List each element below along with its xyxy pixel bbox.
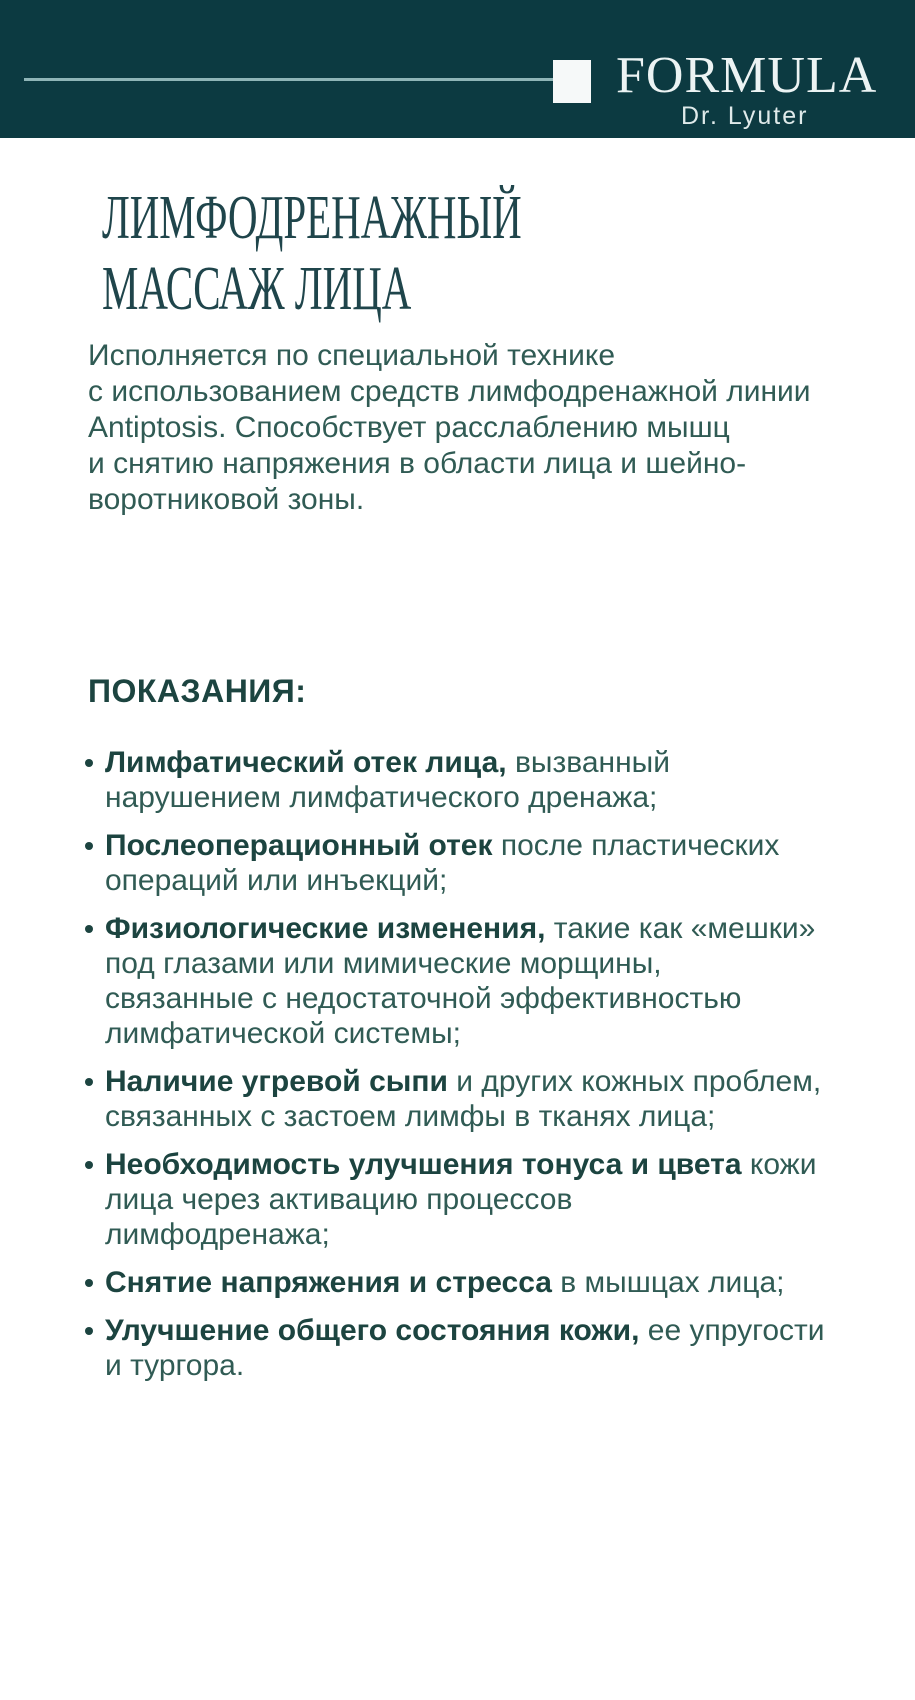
brand-subtitle: Dr. Lyuter <box>681 102 809 130</box>
indications-list <box>85 745 895 1396</box>
brand-logo: FORMULA <box>616 47 878 104</box>
bullet-line <box>105 1182 895 1217</box>
intro-paragraph <box>88 338 888 518</box>
brand-header <box>0 0 915 138</box>
bullet-description: ее упругости <box>639 1314 825 1347</box>
bullet-line <box>105 1348 895 1383</box>
bullet-line <box>105 1265 895 1300</box>
bullet-line <box>105 1217 895 1252</box>
bullet-line <box>105 1313 895 1348</box>
bullet-dot-icon <box>85 1327 93 1335</box>
list-item <box>85 1147 895 1252</box>
bullet-term: Послеоперационный отек <box>105 829 493 862</box>
bullet-dot-icon <box>85 1279 93 1287</box>
bullet-description: лица через активацию процессов <box>105 1183 573 1216</box>
bullet-term: Снятие напряжения и стресса <box>105 1266 552 1299</box>
bullet-line <box>105 1016 895 1051</box>
list-item <box>85 911 895 1051</box>
page-title-line-2: МАССАЖ ЛИЦА <box>102 255 412 323</box>
list-item <box>85 828 895 898</box>
bullet-description: после пластических <box>492 829 780 862</box>
page-title <box>102 183 522 325</box>
indications-heading: ПОКАЗАНИЯ: <box>88 673 307 709</box>
bullet-description: такие как «мешки» <box>545 912 816 945</box>
bullet-dot-icon <box>85 1161 93 1169</box>
brand-square-icon <box>553 60 591 103</box>
intro-line: с использованием средств лимфодренажной линии <box>88 375 811 408</box>
bullet-description: операций или инъекций; <box>105 864 448 897</box>
list-item <box>85 1313 895 1383</box>
bullet-line <box>105 1064 895 1099</box>
bullet-term: Необходимость улучшения тонуса и цвета <box>105 1148 742 1181</box>
list-item <box>85 1064 895 1134</box>
bullet-line <box>105 911 895 946</box>
bullet-description: и тургора. <box>105 1349 245 1382</box>
bullet-description: связанных с застоем лимфы в тканях лица; <box>105 1100 716 1133</box>
bullet-line <box>105 1147 895 1182</box>
bullet-line <box>105 981 895 1016</box>
bullet-description: связанные с недостаточной эффективностью <box>105 982 742 1015</box>
bullet-description: лимфодренажа; <box>105 1218 330 1251</box>
bullet-description: вызванный <box>506 746 670 779</box>
bullet-dot-icon <box>85 1078 93 1086</box>
header-rule-line <box>24 78 554 81</box>
bullet-description: под глазами или мимические морщины, <box>105 947 662 980</box>
bullet-line <box>105 780 895 815</box>
bullet-line <box>105 946 895 981</box>
bullet-line <box>105 828 895 863</box>
bullet-description: и других кожных проблем, <box>447 1065 822 1098</box>
bullet-dot-icon <box>85 759 93 767</box>
list-item <box>85 745 895 815</box>
bullet-description: в мышцах лица; <box>551 1266 785 1299</box>
bullet-term: Наличие угревой сыпи <box>105 1065 448 1098</box>
bullet-description: нарушением лимфатического дренажа; <box>105 781 658 814</box>
bullet-dot-icon <box>85 925 93 933</box>
intro-line: воротниковой зоны. <box>88 483 365 516</box>
intro-line: и снятию напряжения в области лица и шейно- <box>88 447 747 480</box>
page-title-line-1: ЛИМФОДРЕНАЖНЫЙ <box>102 184 522 252</box>
bullet-description: кожи <box>741 1148 817 1181</box>
bullet-term: Лимфатический отек лица, <box>105 746 507 779</box>
bullet-line <box>105 863 895 898</box>
bullet-line <box>105 745 895 780</box>
bullet-term: Физиологические изменения, <box>105 912 546 945</box>
bullet-line <box>105 1099 895 1134</box>
bullet-term: Улучшение общего состояния кожи, <box>105 1314 640 1347</box>
list-item <box>85 1265 895 1300</box>
bullet-description: лимфатической системы; <box>105 1017 462 1050</box>
intro-line: Antiptosis. Способствует расслаблению мышц <box>88 411 730 444</box>
bullet-dot-icon <box>85 842 93 850</box>
intro-line: Исполняется по специальной технике <box>88 339 616 372</box>
